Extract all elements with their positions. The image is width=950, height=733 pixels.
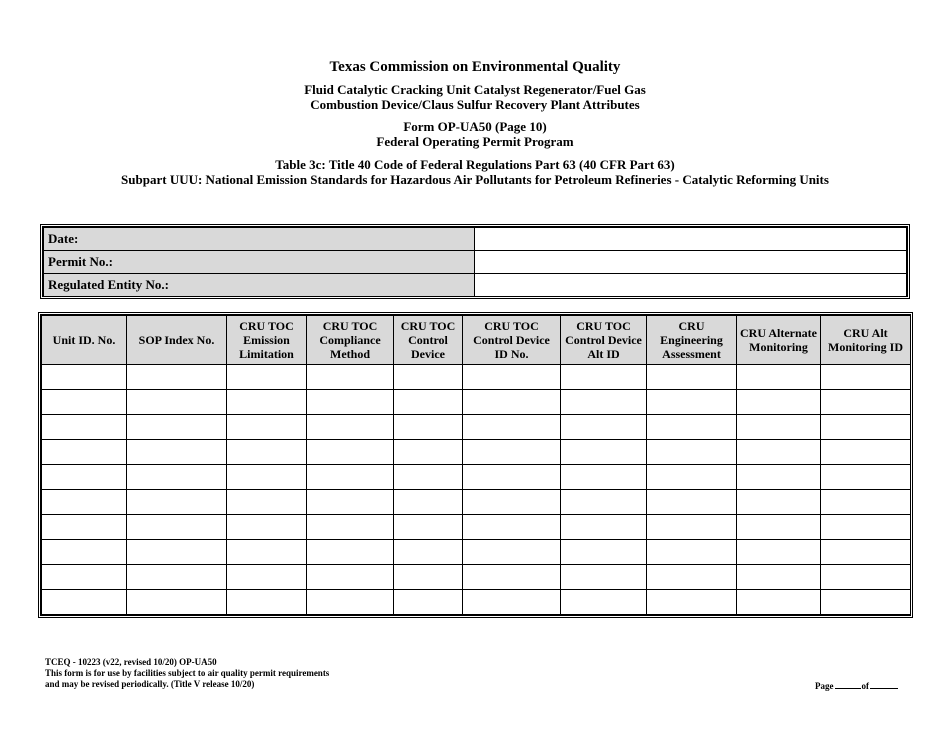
table-row (42, 540, 911, 565)
table-cell[interactable] (561, 515, 647, 540)
table-cell[interactable] (307, 390, 394, 415)
table-cell[interactable] (227, 515, 307, 540)
table-cell[interactable] (42, 490, 127, 515)
table-cell[interactable] (821, 440, 911, 465)
table-cell[interactable] (647, 465, 737, 490)
table-cell[interactable] (821, 590, 911, 615)
table-cell[interactable] (42, 415, 127, 440)
table-heading-line-2: Subpart UUU: National Emission Standards for Hazardous Air Pollutants for Petroleum Refineries - Catalytic Reforming Units (121, 172, 829, 187)
table-heading (0, 157, 950, 187)
page-number-field[interactable] (835, 680, 861, 689)
table-cell[interactable] (307, 415, 394, 440)
table-cell[interactable] (737, 515, 821, 540)
table-cell[interactable] (42, 590, 127, 615)
page-number (815, 680, 898, 691)
table-cell[interactable] (227, 565, 307, 590)
table-body (42, 365, 911, 615)
form-title-line-1: Fluid Catalytic Cracking Unit Catalyst Regenerator/Fuel Gas (304, 82, 646, 97)
table-cell[interactable] (42, 440, 127, 465)
table-cell[interactable] (394, 565, 463, 590)
table-cell[interactable] (647, 365, 737, 390)
table-cell[interactable] (561, 365, 647, 390)
col-header-alt-monitoring-id: CRU Alt Monitoring ID (821, 316, 911, 365)
table-cell[interactable] (127, 415, 227, 440)
table-cell[interactable] (821, 365, 911, 390)
table-cell[interactable] (307, 490, 394, 515)
entity-field[interactable] (475, 274, 907, 297)
date-label: Date: (44, 228, 475, 251)
attributes-table (41, 315, 911, 615)
permit-row (44, 251, 907, 274)
program-name: Federal Operating Permit Program (376, 134, 574, 149)
table-cell[interactable] (463, 390, 561, 415)
footer-line-1: TCEQ - 10223 (v22, revised 10/20) OP-UA50 (45, 657, 217, 667)
table-cell[interactable] (307, 590, 394, 615)
table-cell[interactable] (463, 540, 561, 565)
table-cell[interactable] (737, 440, 821, 465)
table-cell[interactable] (647, 440, 737, 465)
form-identifier (0, 119, 950, 149)
table-cell[interactable] (394, 390, 463, 415)
table-heading-line-1: Table 3c: Title 40 Code of Federal Regulations Part 63 (40 CFR Part 63) (275, 157, 675, 172)
table-cell[interactable] (127, 540, 227, 565)
entity-label: Regulated Entity No.: (44, 274, 475, 297)
table-cell[interactable] (307, 565, 394, 590)
footer-line-3: and may be revised periodically. (Title V release 10/20) (45, 679, 255, 689)
table-cell[interactable] (737, 415, 821, 440)
table-cell[interactable] (463, 465, 561, 490)
table-cell[interactable] (647, 565, 737, 590)
table-cell[interactable] (42, 515, 127, 540)
table-row (42, 565, 911, 590)
info-box (40, 224, 910, 299)
table-cell[interactable] (821, 515, 911, 540)
table-cell[interactable] (561, 590, 647, 615)
col-header-emission-limitation: CRU TOC Emission Limitation (227, 316, 307, 365)
table-cell[interactable] (127, 365, 227, 390)
table-cell[interactable] (227, 540, 307, 565)
table-cell[interactable] (821, 465, 911, 490)
permit-label: Permit No.: (44, 251, 475, 274)
col-header-engineering-assessment: CRU Engineering Assessment (647, 316, 737, 365)
table-cell[interactable] (394, 515, 463, 540)
table-row (42, 590, 911, 615)
table-cell[interactable] (394, 490, 463, 515)
date-field[interactable] (475, 228, 907, 251)
entity-row (44, 274, 907, 297)
table-cell[interactable] (227, 490, 307, 515)
table-cell[interactable] (561, 465, 647, 490)
table-cell[interactable] (647, 515, 737, 540)
col-header-unit-id: Unit ID. No. (42, 316, 127, 365)
table-cell[interactable] (127, 390, 227, 415)
table-cell[interactable] (821, 565, 911, 590)
table-cell[interactable] (561, 490, 647, 515)
table-cell[interactable] (127, 490, 227, 515)
table-cell[interactable] (737, 565, 821, 590)
table-cell[interactable] (227, 465, 307, 490)
table-cell[interactable] (127, 565, 227, 590)
table-cell[interactable] (561, 440, 647, 465)
table-cell[interactable] (307, 540, 394, 565)
table-cell[interactable] (463, 590, 561, 615)
table-cell[interactable] (647, 415, 737, 440)
table-row (42, 465, 911, 490)
table-cell[interactable] (737, 540, 821, 565)
table-cell[interactable] (227, 590, 307, 615)
col-header-alternate-monitoring: CRU Alternate Monitoring (737, 316, 821, 365)
date-row (44, 228, 907, 251)
table-cell[interactable] (307, 515, 394, 540)
table-row (42, 490, 911, 515)
table-row (42, 440, 911, 465)
attributes-table-box (38, 312, 913, 618)
table-cell[interactable] (394, 465, 463, 490)
table-cell[interactable] (561, 390, 647, 415)
table-cell[interactable] (394, 440, 463, 465)
page-label: Page (815, 681, 834, 691)
form-title (0, 82, 950, 112)
table-cell[interactable] (42, 540, 127, 565)
table-cell[interactable] (394, 540, 463, 565)
table-cell[interactable] (647, 590, 737, 615)
table-cell[interactable] (463, 565, 561, 590)
of-label: of (861, 681, 869, 691)
table-cell[interactable] (227, 365, 307, 390)
form-number: Form OP-UA50 (Page 10) (403, 119, 547, 134)
header-row (42, 316, 911, 365)
table-cell[interactable] (127, 465, 227, 490)
table-cell[interactable] (394, 590, 463, 615)
table-cell[interactable] (737, 390, 821, 415)
table-cell[interactable] (307, 465, 394, 490)
table-row (42, 515, 911, 540)
form-title-line-2: Combustion Device/Claus Sulfur Recovery Plant Attributes (310, 97, 640, 112)
table-cell[interactable] (463, 415, 561, 440)
table-cell[interactable] (647, 490, 737, 515)
table-cell[interactable] (42, 465, 127, 490)
table-cell[interactable] (42, 365, 127, 390)
table-cell[interactable] (647, 390, 737, 415)
table-cell[interactable] (127, 440, 227, 465)
table-cell[interactable] (463, 490, 561, 515)
table-cell[interactable] (127, 590, 227, 615)
table-row (42, 415, 911, 440)
table-cell[interactable] (463, 515, 561, 540)
table-cell[interactable] (227, 390, 307, 415)
table-cell[interactable] (647, 540, 737, 565)
footer-line-2: This form is for use by facilities subject to air quality permit requirements (45, 668, 330, 678)
col-header-sop-index: SOP Index No. (127, 316, 227, 365)
table-row (42, 365, 911, 390)
table-cell[interactable] (42, 565, 127, 590)
table-cell[interactable] (821, 540, 911, 565)
col-header-control-device: CRU TOC Control Device (394, 316, 463, 365)
table-cell[interactable] (737, 490, 821, 515)
table-cell[interactable] (821, 490, 911, 515)
table-cell[interactable] (227, 440, 307, 465)
table-cell[interactable] (307, 365, 394, 390)
info-table (43, 227, 907, 297)
table-cell[interactable] (737, 465, 821, 490)
table-cell[interactable] (561, 540, 647, 565)
page-total-field[interactable] (870, 680, 898, 689)
table-cell[interactable] (127, 515, 227, 540)
permit-field[interactable] (475, 251, 907, 274)
agency-title: Texas Commission on Environmental Quality (329, 59, 621, 75)
table-cell[interactable] (737, 590, 821, 615)
table-cell[interactable] (821, 415, 911, 440)
table-cell[interactable] (561, 415, 647, 440)
table-cell[interactable] (561, 565, 647, 590)
table-row (42, 390, 911, 415)
table-cell[interactable] (42, 390, 127, 415)
table-cell[interactable] (307, 440, 394, 465)
table-cell[interactable] (394, 415, 463, 440)
table-cell[interactable] (463, 440, 561, 465)
footer-notes (45, 657, 329, 690)
col-header-control-device-id: CRU TOC Control Device ID No. (463, 316, 561, 365)
table-cell[interactable] (227, 415, 307, 440)
table-cell[interactable] (394, 365, 463, 390)
table-cell[interactable] (737, 365, 821, 390)
table-cell[interactable] (463, 365, 561, 390)
col-header-compliance-method: CRU TOC Compliance Method (307, 316, 394, 365)
table-cell[interactable] (821, 390, 911, 415)
col-header-control-device-alt-id: CRU TOC Control Device Alt ID (561, 316, 647, 365)
